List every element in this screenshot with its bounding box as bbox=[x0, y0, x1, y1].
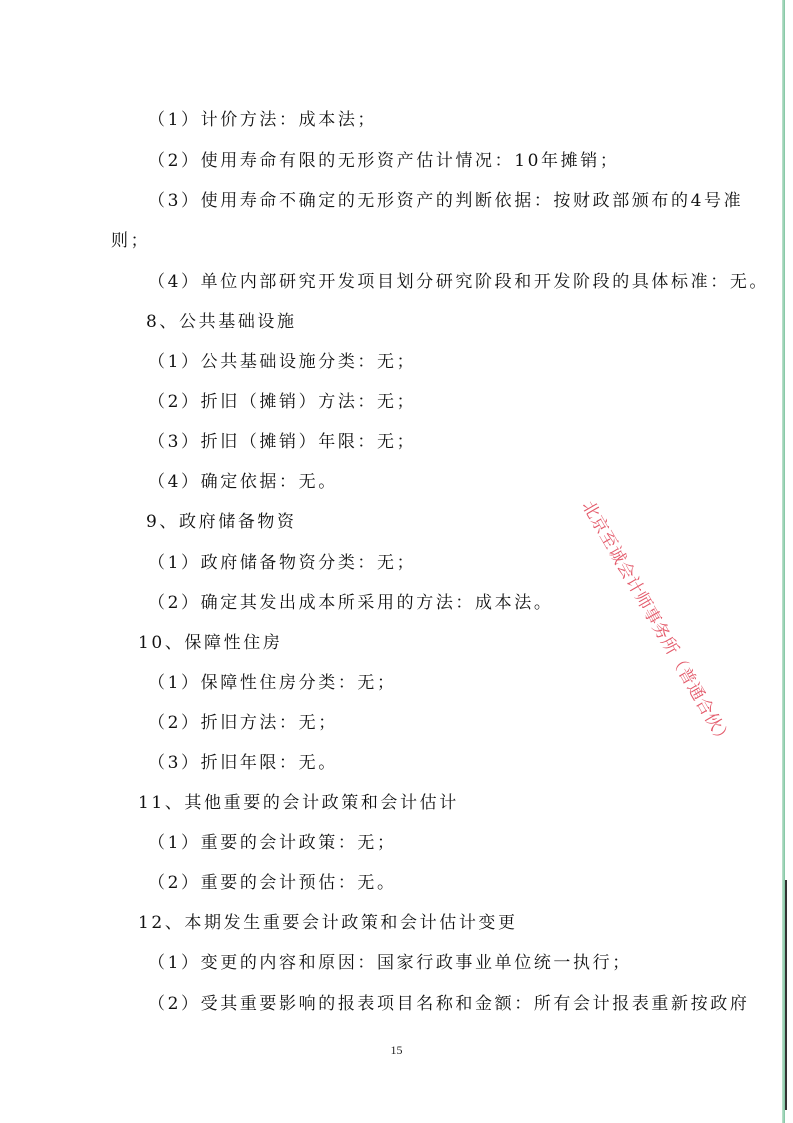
section-heading: 12、本期发生重要会计政策和会计估计变更 bbox=[138, 913, 518, 933]
section-heading: 9、政府储备物资 bbox=[146, 512, 297, 532]
firm-seal-stamp: 北京至诚会计师事务所（普通合伙） bbox=[577, 497, 735, 750]
text-line: （1）公共基础设施分类：无； bbox=[148, 352, 417, 372]
section-heading: 10、保障性住房 bbox=[138, 633, 283, 653]
text-line: （2）使用寿命有限的无形资产估计情况：10年摊销； bbox=[148, 151, 620, 171]
section-heading: 8、公共基础设施 bbox=[146, 312, 297, 332]
text-line: （2）折旧（摊销）方法：无； bbox=[148, 392, 417, 412]
text-line: （2）折旧方法：无； bbox=[148, 713, 338, 733]
text-line: （4）单位内部研究开发项目划分研究阶段和开发阶段的具体标准：无。 bbox=[148, 272, 770, 292]
text-line: （3）折旧年限：无。 bbox=[148, 753, 338, 773]
text-line: （1）重要的会计政策：无； bbox=[148, 833, 397, 853]
text-line: （1）政府储备物资分类：无； bbox=[148, 553, 417, 573]
text-line: 则； bbox=[111, 231, 151, 251]
text-line: （3）使用寿命不确定的无形资产的判断依据：按财政部颁布的4号准 bbox=[148, 191, 744, 211]
scan-edge-shadow bbox=[785, 880, 787, 1110]
text-line: （1）计价方法：成本法； bbox=[148, 110, 378, 130]
text-line: （1）变更的内容和原因：国家行政事业单位统一执行； bbox=[148, 953, 632, 973]
text-line: （2）确定其发出成本所采用的方法：成本法。 bbox=[148, 593, 554, 613]
page-number: 15 bbox=[390, 1043, 403, 1057]
text-line: （2）重要的会计预估：无。 bbox=[148, 873, 397, 893]
text-line: （3）折旧（摊销）年限：无； bbox=[148, 432, 417, 452]
text-line: （4）确定依据：无。 bbox=[148, 472, 338, 492]
section-heading: 11、其他重要的会计政策和会计估计 bbox=[138, 793, 459, 813]
text-line: （1）保障性住房分类：无； bbox=[148, 673, 397, 693]
text-line: （2）受其重要影响的报表项目名称和金额：所有会计报表重新按政府 bbox=[148, 994, 750, 1014]
